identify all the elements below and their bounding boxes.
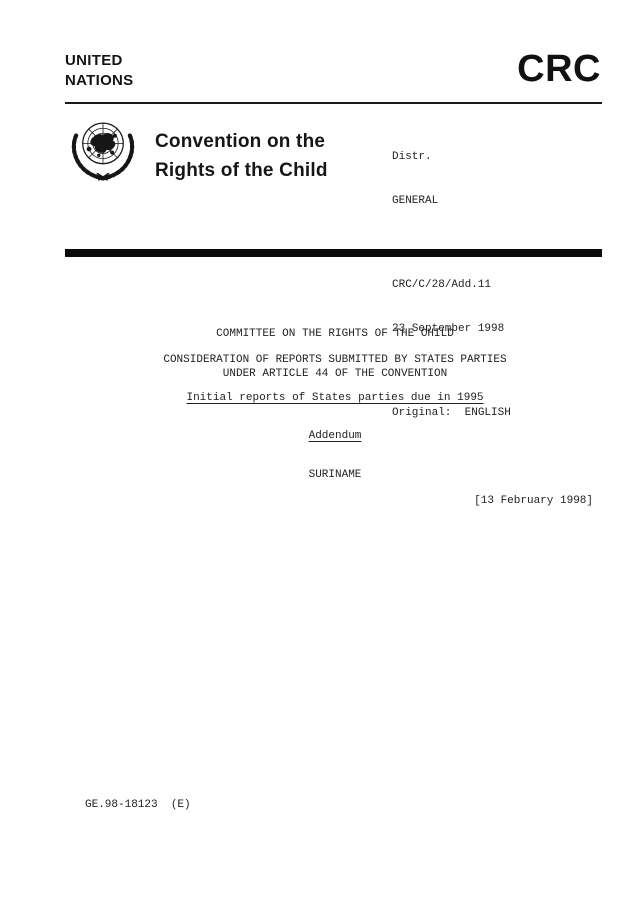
report-title-text: Initial reports of States parties due in 1995 (186, 392, 484, 404)
distr-label: Distr. (392, 151, 432, 163)
consideration-heading-line2: UNDER ARTICLE 44 OF THE CONVENTION (222, 368, 448, 380)
original-language: Original: ENGLISH (392, 407, 511, 419)
doc-date: 23 September 1998 (392, 322, 505, 335)
convention-title-line2: Rights of the Child (155, 160, 328, 181)
doc-reference: CRC/C/28/Add.11 (392, 279, 492, 291)
org-name-line1: UNITED (65, 52, 123, 69)
consideration-heading-line1: CONSIDERATION OF REPORTS SUBMITTED BY STATES PARTIES (163, 354, 507, 366)
addendum-label (65, 429, 605, 443)
report-title (65, 391, 605, 405)
org-name-line2: NATIONS (65, 72, 134, 89)
ge-number: GE.98-18123 (E) (85, 799, 191, 811)
submission-date: [13 February 1998] (474, 495, 593, 507)
document-body (65, 0, 605, 905)
convention-title-line1: Convention on the (155, 131, 326, 152)
addendum-text: Addendum (308, 430, 362, 442)
distr-value: GENERAL (392, 194, 439, 207)
country-name: SURINAME (308, 469, 362, 481)
committee-heading: COMMITTEE ON THE RIGHTS OF THE CHILD (216, 328, 454, 340)
doc-symbol: CRC (517, 48, 601, 90)
